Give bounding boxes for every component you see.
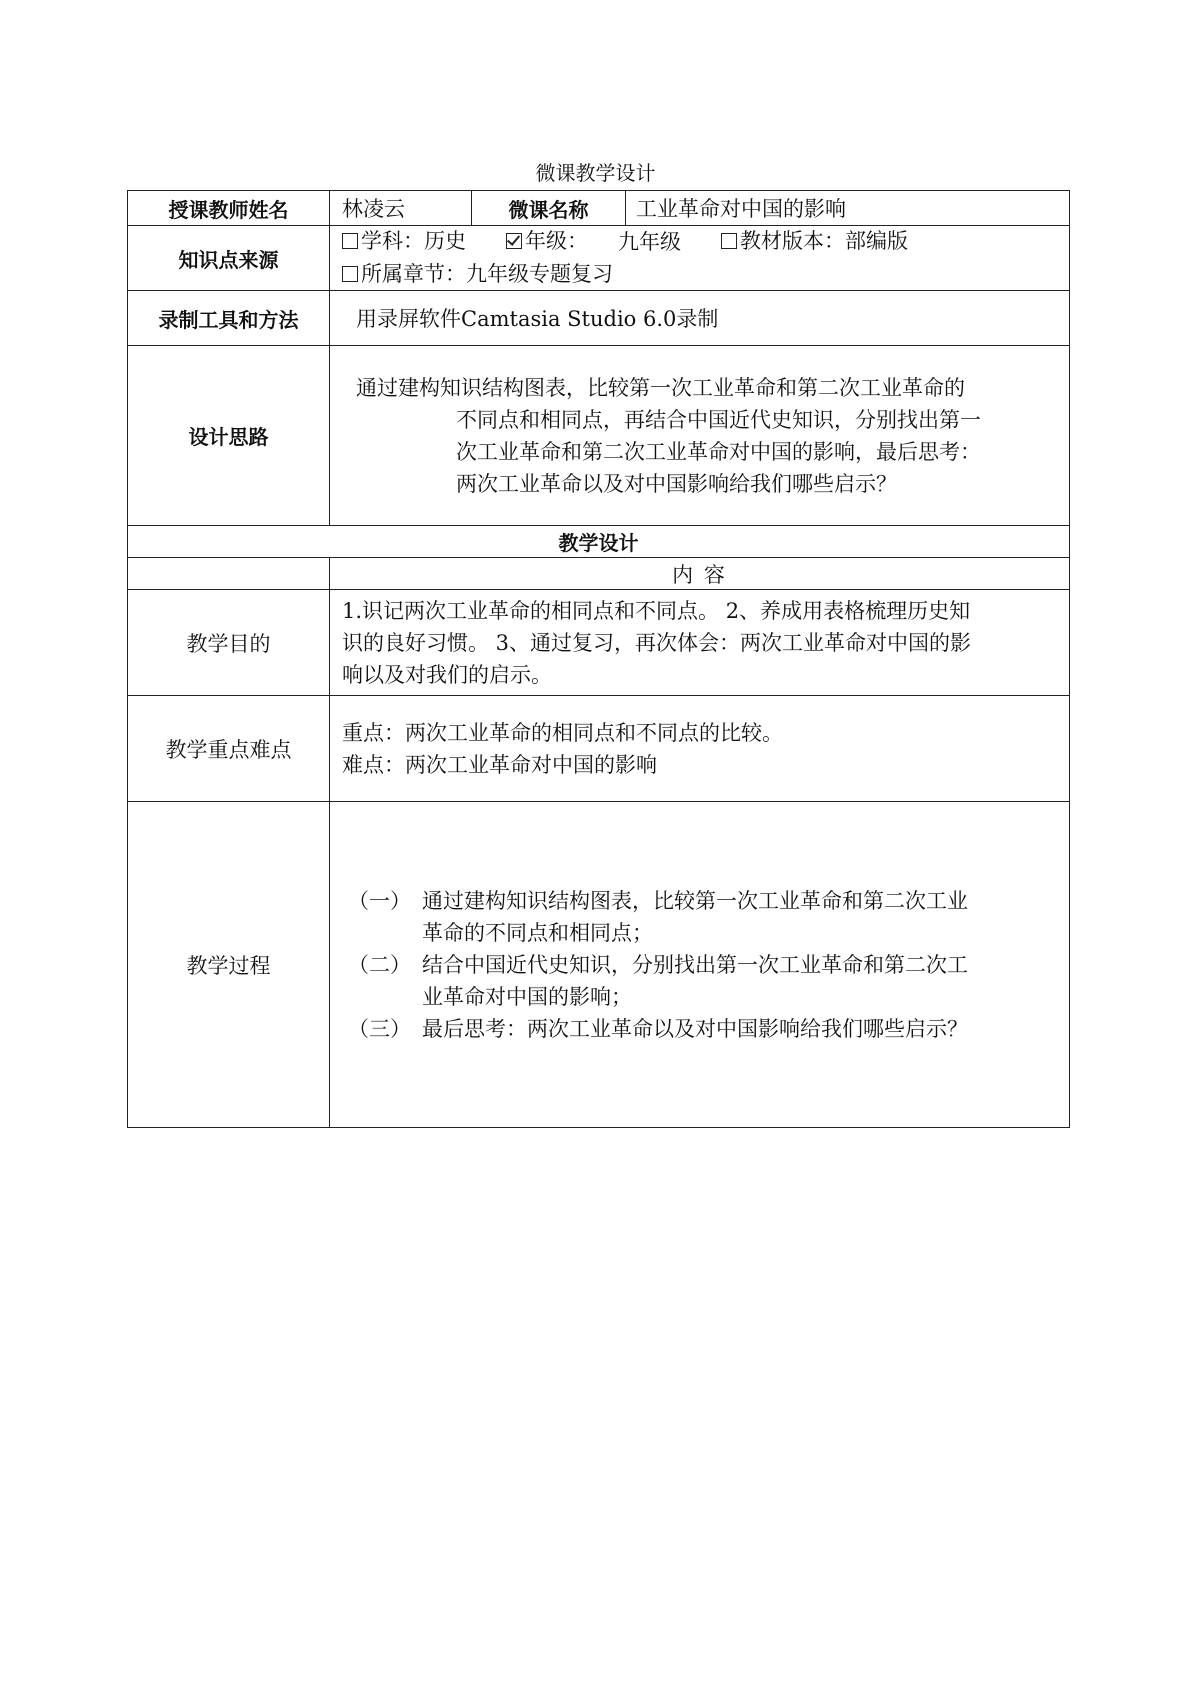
source-line-2 — [342, 258, 1059, 291]
course-name-label: 微课名称 — [471, 190, 626, 226]
knowledge-source-value — [329, 225, 1070, 291]
key-points-label: 教学重点难点 — [127, 695, 330, 802]
content-header-blank — [127, 557, 330, 590]
difficulty-line: 难点：两次工业革命对中国的影响 — [342, 752, 657, 777]
step-1-number: （一） — [348, 888, 411, 913]
subject-checkbox-box[interactable] — [342, 233, 358, 249]
key-point-line: 重点：两次工业革命的相同点和不同点的比较。 — [342, 720, 783, 745]
chapter-label: 所属章节：九年级专题复习 — [361, 262, 613, 286]
process-step-3 — [348, 1013, 1059, 1045]
step-3-line-1: 最后思考：两次工业革命以及对中国影响给我们哪些启示？ — [422, 1016, 968, 1041]
document-title: 微课教学设计 — [535, 161, 656, 185]
design-idea-label: 设计思路 — [127, 345, 330, 526]
course-name-value: 工业革命对中国的影响 — [625, 190, 1070, 226]
subject-label: 学科：历史 — [361, 229, 466, 253]
step-2-number: （二） — [348, 952, 411, 977]
step-2-line-2: 业革命对中国的影响； — [422, 984, 632, 1009]
teaching-process-label: 教学过程 — [127, 801, 330, 1128]
design-idea-value — [329, 345, 1070, 526]
goals-line-3: 响以及对我们的启示。 — [342, 662, 552, 687]
design-line-3: 次工业革命和第二次工业革命对中国的影响，最后思考： — [456, 439, 981, 464]
chapter-checkbox-box[interactable] — [342, 266, 358, 282]
recording-tools-value: 用录屏软件Camtasia Studio 6.0录制 — [329, 290, 1070, 346]
design-line-1: 通过建构知识结构图表，比较第一次工业革命和第二次工业革命的 — [356, 375, 965, 400]
teaching-goals-value — [329, 589, 1070, 696]
step-3-number: （三） — [348, 1016, 411, 1041]
content-header: 内 容 — [329, 557, 1070, 590]
step-1-line-2: 革命的不同点和相同点； — [422, 920, 653, 945]
teaching-process-value — [329, 801, 1070, 1128]
edition-checkbox[interactable] — [721, 225, 908, 257]
source-line-1 — [342, 225, 1059, 258]
grade-checkbox-box[interactable] — [506, 233, 522, 249]
design-line-4: 两次工业革命以及对中国影响给我们哪些启示？ — [456, 471, 897, 496]
goals-line-1: 1.识记两次工业革命的相同点和不同点。 2、养成用表格梳理历史知 — [342, 598, 971, 623]
chapter-checkbox[interactable] — [342, 258, 613, 290]
grade-label: 年级： — [525, 229, 588, 253]
key-points-value — [329, 695, 1070, 802]
knowledge-source-label: 知识点来源 — [127, 225, 330, 291]
lesson-design-table — [127, 190, 1070, 1128]
process-step-1 — [348, 885, 1059, 949]
recording-tools-label: 录制工具和方法 — [127, 290, 330, 346]
goals-line-2: 识的良好习惯。 3、通过复习，再次体会：两次工业革命对中国的影 — [342, 630, 972, 655]
edition-checkbox-box[interactable] — [721, 233, 737, 249]
design-line-2: 不同点和相同点，再结合中国近代史知识，分别找出第一 — [456, 407, 981, 432]
subject-checkbox[interactable] — [342, 225, 466, 257]
teacher-name-value: 林凌云 — [329, 190, 472, 226]
process-step-2 — [348, 949, 1059, 1013]
teaching-goals-label: 教学目的 — [127, 589, 330, 696]
step-1-line-1: 通过建构知识结构图表，比较第一次工业革命和第二次工业 — [422, 888, 968, 913]
teacher-name-label: 授课教师姓名 — [127, 190, 330, 226]
step-2-line-1: 结合中国近代史知识，分别找出第一次工业革命和第二次工 — [422, 952, 968, 977]
section-title: 教学设计 — [127, 525, 1070, 558]
edition-label: 教材版本：部编版 — [740, 229, 908, 253]
grade-value: 九年级 — [618, 230, 681, 254]
grade-checkbox[interactable] — [506, 225, 588, 257]
